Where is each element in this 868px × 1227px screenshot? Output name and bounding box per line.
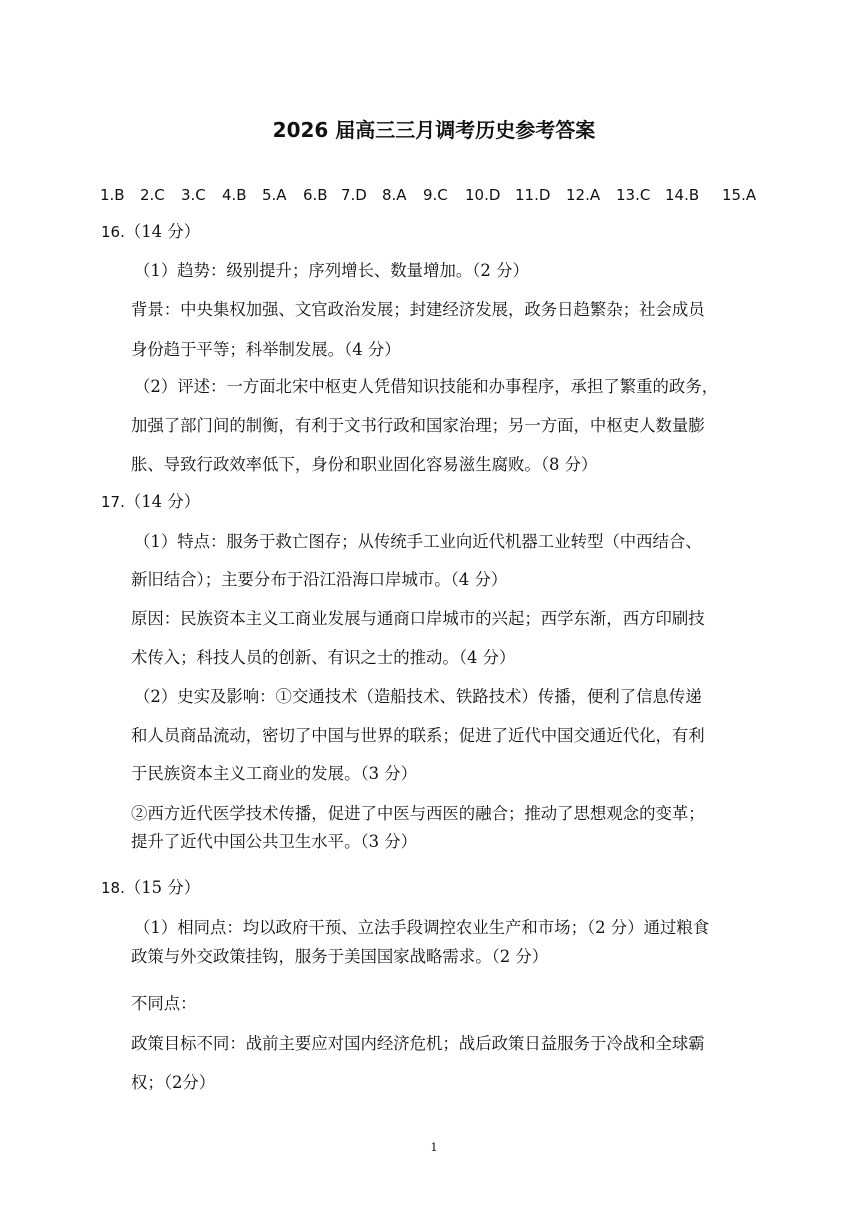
answer-line: （2）史实及影响：①交通技术（造船技术、铁路技术）传播，便利了信息传递 xyxy=(134,687,702,706)
answer-item: 4.B xyxy=(222,186,247,204)
answer-item: 8.A xyxy=(382,186,407,204)
answer-line: 政策与外交政策挂钩，服务于美国国家战略需求。（2 分） xyxy=(131,947,549,966)
question-16-header xyxy=(101,220,200,244)
answer-line: 身份趋于平等；科举制发展。（4 分） xyxy=(131,340,401,359)
answer-line: 政策目标不同：战前主要应对国内经济危机；战后政策日益服务于冷战和全球霸 xyxy=(131,1034,705,1053)
answer-item: 1.B xyxy=(100,186,125,204)
answer-item: 7.D xyxy=(341,186,367,204)
answer-item: 9.C xyxy=(423,186,448,204)
answer-line: 新旧结合）；主要分布于沿江沿海口岸城市。（4 分） xyxy=(131,570,508,589)
answer-line: 胀、导致行政效率低下，身份和职业固化容易滋生腐败。（8 分） xyxy=(131,455,598,474)
question-18-header xyxy=(101,876,200,900)
answer-line: 术传入；科技人员的创新、有识之士的推动。（4 分） xyxy=(131,648,516,667)
question-score: （14 分） xyxy=(124,492,201,511)
question-number: 18. xyxy=(101,879,125,897)
answer-line: （1）趋势：级别提升；序列增长、数量增加。（2 分） xyxy=(134,261,529,280)
answer-line: 不同点： xyxy=(131,994,197,1013)
answer-item: 13.C xyxy=(616,186,651,204)
answer-item: 2.C xyxy=(140,186,165,204)
answer-line: ②西方近代医学技术传播，促进了中医与西医的融合；推动了思想观念的变革； xyxy=(131,804,705,823)
answer-line: 提升了近代中国公共卫生水平。（3 分） xyxy=(131,832,418,851)
question-number: 16. xyxy=(101,223,125,241)
question-score: （15 分） xyxy=(124,878,201,897)
answer-line: 权；（2分） xyxy=(131,1073,216,1092)
answer-item: 12.A xyxy=(566,186,601,204)
answer-line: （1）相同点：均以政府干预、立法手段调控农业生产和市场；（2 分）通过粮食 xyxy=(134,918,710,937)
question-score: （14 分） xyxy=(124,222,201,241)
answer-line: （2）评述：一方面北宋中枢吏人凭借知识技能和办事程序，承担了繁重的政务， xyxy=(134,377,719,396)
answer-item: 14.B xyxy=(665,186,700,204)
answer-item: 5.A xyxy=(262,186,287,204)
page-number: 1 xyxy=(430,1141,438,1154)
answer-line: （1）特点：服务于救亡图存；从传统手工业向近代机器工业转型（中西结合、 xyxy=(134,532,702,551)
answer-line: 加强了部门间的制衡，有利于文书行政和国家治理；另一方面，中枢吏人数量膨 xyxy=(131,416,705,435)
page-title: 2026 届高三三月调考历史参考答案 xyxy=(272,118,596,142)
answer-line: 背景：中央集权加强、文官政治发展；封建经济发展，政务日趋繁杂；社会成员 xyxy=(131,300,705,319)
answer-line: 于民族资本主义工商业的发展。（3 分） xyxy=(131,764,418,783)
answer-item: 10.D xyxy=(465,186,501,204)
answer-line: 原因：民族资本主义工商业发展与通商口岸城市的兴起；西学东渐，西方印刷技 xyxy=(131,609,705,628)
question-number: 17. xyxy=(101,493,125,511)
answer-line: 和人员商品流动，密切了中国与世界的联系；促进了近代中国交通近代化，有利 xyxy=(131,726,705,745)
answer-item: 15.A xyxy=(722,186,757,204)
answer-item: 3.C xyxy=(181,186,206,204)
question-17-header xyxy=(101,490,200,514)
answer-item: 11.D xyxy=(515,186,551,204)
answer-item: 6.B xyxy=(303,186,328,204)
